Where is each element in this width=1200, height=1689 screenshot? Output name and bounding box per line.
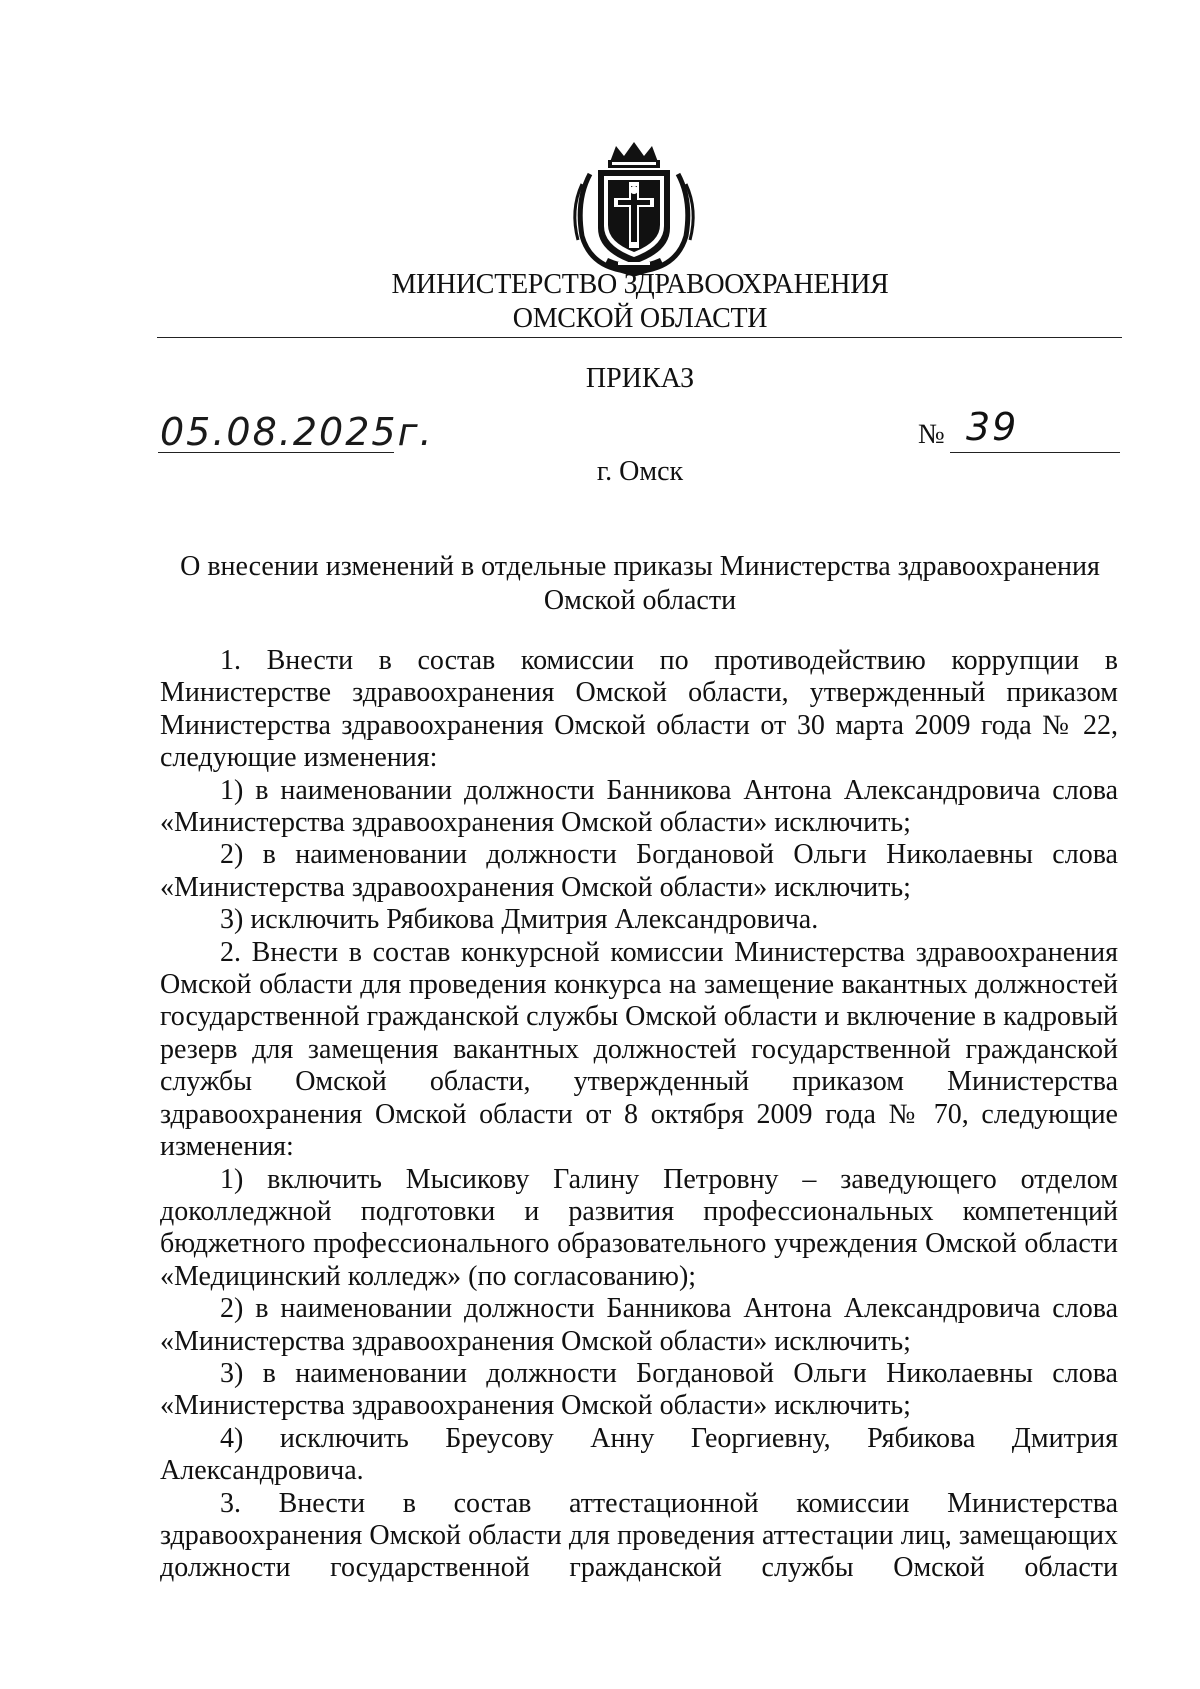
order-number: 39 <box>966 405 1019 449</box>
subject-line2: Омской области <box>543 585 737 616</box>
paragraph-1-3: 3) исключить Рябикова Дмитрия Александровича. <box>220 904 819 936</box>
subject-line1: О внесении изменений в отдельные приказы Министерства здравоохранения <box>180 551 1100 582</box>
city: г. Омск <box>596 456 684 487</box>
paragraph-1: 1. Внести в состав комиссии по противодействию коррупции в Министерстве здравоохранения Омской области, утвержденный приказом Министерства здравоохранения Омской области от 30 марта 2009 года № 22, следующие изменения: <box>160 645 1118 774</box>
order-date: 05.08.2025г. <box>160 410 434 454</box>
ministry-name-line2: ОМСКОЙ ОБЛАСТИ <box>512 303 768 334</box>
order-body <box>160 645 1118 1585</box>
paragraph-2-1: 1) включить Мысикову Галину Петровну – заведующего отделом доколледжной подготовки и развития профессиональных компетенций бюджетного профессионального образовательного учреждения Омской области «Медицинский колледж» (по согласованию); <box>160 1163 1118 1292</box>
coat-of-arms-icon <box>568 140 700 278</box>
order-subject <box>160 550 1120 618</box>
paragraph-2-2: 2) в наименовании должности Банникова Антона Александровича слова «Министерства здравоохранения Омской области» исключить; <box>160 1293 1118 1357</box>
paragraph-2-4: 4) исключить Бреусову Анну Георгиевну, Рябикова Дмитрия Александровича. <box>160 1422 1118 1487</box>
paragraph-2: 2. Внести в состав конкурсной комиссии Министерства здравоохранения Омской области для проведения конкурса на замещение вакантных должностей государственной гражданской службы Омской области и включение в кадровый резерв для замещения вакантных должностей государственной гражданской службы Омской области, утвержденный приказом Министерства здравоохранения Омской области от 8 октября 2009 года № 70, следующие изменения: <box>160 936 1118 1163</box>
ministry-name-line1: МИНИСТЕРСТВО ЗДРАВООХРАНЕНИЯ <box>391 269 889 300</box>
paragraph-3: 3. Внести в состав аттестационной комиссии Министерства здравоохранения Омской области для проведения аттестации лиц, замещающих должности государственной гражданской службы Омской области <box>160 1487 1118 1584</box>
document-type: ПРИКАЗ <box>585 363 695 394</box>
date-underline <box>158 452 394 453</box>
number-sign: № <box>918 419 945 450</box>
header-divider <box>157 337 1122 338</box>
paragraph-1-2: 2) в наименовании должности Богдановой Ольги Николаевны слова «Министерства здравоохранения Омской области» исключить; <box>160 839 1118 903</box>
number-underline <box>950 452 1120 453</box>
paragraph-1-1: 1) в наименовании должности Банникова Антона Александровича слова «Министерства здравоохранения Омской области» исключить; <box>160 774 1118 839</box>
paragraph-2-3: 3) в наименовании должности Богдановой Ольги Николаевны слова «Министерства здравоохранения Омской области» исключить; <box>160 1357 1118 1422</box>
